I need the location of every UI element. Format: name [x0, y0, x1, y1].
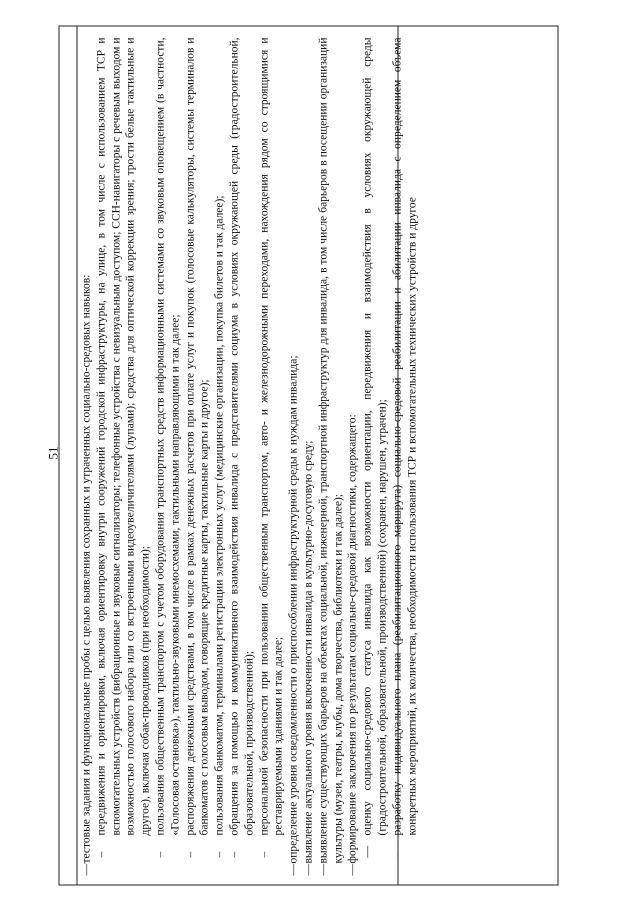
skill-item [257, 37, 287, 875]
conclusion-item [390, 37, 420, 875]
bullet-marker: – [257, 851, 270, 857]
skill-item [212, 37, 227, 875]
intro-item [79, 37, 94, 875]
skill-item [227, 37, 257, 875]
main-item [316, 37, 346, 875]
bullet-marker: – [153, 851, 166, 857]
main-item-text: выявление актуального уровня включенности инвалида в культурно-досуговую среду; [301, 440, 314, 863]
conclusion-text: разработку индивидуального плана (реабилитационного маршрута) социально-средовой реабилитации и абилитации инвалида с определением объема конкретных мероприятий, их количества, необходимости использования ТСР и вспомогательных технических устройств и другое [390, 37, 418, 835]
intro-text: тестовые задания и функциональные пробы с целью выявления сохранных и утраченных социально-средовых навыков: [80, 274, 92, 863]
dash-marker: — [316, 863, 329, 875]
skill-text: обращения за помощью и коммуникативного взаимодействия инвалида с представителями социума в условиях окружающей среды (градостроительной, образовательной, производственной); [227, 37, 255, 835]
skill-text: пользования банкоматом, терминалами регистрации электронных услуг (медицинские организации, покупка билетов и так далее); [213, 194, 226, 835]
dash-marker: — [301, 863, 314, 875]
bullet-marker: – [390, 851, 403, 857]
table [58, 25, 558, 885]
bullet-marker: — [361, 845, 374, 857]
bullet-marker: – [183, 851, 196, 857]
main-item [345, 37, 360, 875]
main-item-text: выявление существующих барьеров на объектах социальной, инженерной, транспортной инфраструктур для инвалида, в том числе барьеров в посещении организаций культуры (музеи, театры, клубы, дома творчества, библиотеки и так далее); [316, 37, 344, 863]
bullet-marker: – [227, 851, 240, 857]
bullet-marker: – [94, 851, 107, 857]
skill-text: пользования общественным транспортом с учетом оборудования транспортных средств информационными системами со звуковым оповещением (в частности, «Голосовая остановка»), тактильно-звуковыми мнемосхемами, тактильными направляющими и так далее; [153, 37, 181, 835]
main-item [286, 37, 301, 875]
dash-marker: — [346, 863, 359, 875]
main-item-text: формирование заключения по результатам социально-средовой диагностики, содержащего: [346, 413, 359, 863]
skill-item [94, 37, 153, 875]
skill-text: передвижения и ориентировки, включая ориентировку внутри сооружений городской инфраструктуры, на улице, в том числе с использованием ТСР и вспомогательных устройств (вибрационные и звуковые сигнализаторы; телефонные устройства с невизуальным доступом; ССН-навигаторы с речевым выходом и возможностью голосового набора или со встроенными видеоувеличителями (лупами); средства для оптической коррекции зрения; трости белые тактильные и другое), включая собак-проводников (при необходимости); [94, 37, 152, 835]
conclusion-text: оценку социально-средового статуса инвалида как возможности ориентации, передвижения и взаимодействия в условиях окружающей среды (градостроительной, образовательной, производственной) (сохранен, нарушен, утрачен); [361, 37, 388, 835]
dash-marker: — [287, 863, 300, 875]
skill-item [153, 37, 183, 875]
bullet-marker: – [213, 851, 226, 857]
page-number: 51 [45, 446, 60, 459]
skill-text: персональной безопасности при пользовании общественным транспортом, авто- и железнодорожными переходами, нахождения рядом со строящимися и реставрируемыми зданиями и так далее; [257, 37, 285, 835]
main-item-text: определение уровня осведомленности о приспособлении инфраструктурной среды к нуждам инвалида; [287, 354, 300, 863]
dash-marker: — [80, 863, 92, 875]
table-cell-text [79, 37, 419, 875]
skill-text: распоряжения денежными средствами, в том числе в рамках денежных расчетов при оплате услуг и покупок (голосовые калькуляторы, системы терминалов и банкоматов с голосовым выводом, говорящие кредитные карты, тактильные карты и другое); [183, 37, 211, 835]
table-column-divider [76, 26, 77, 884]
skill-item [183, 37, 213, 875]
main-item [301, 37, 316, 875]
conclusion-item [360, 37, 390, 875]
